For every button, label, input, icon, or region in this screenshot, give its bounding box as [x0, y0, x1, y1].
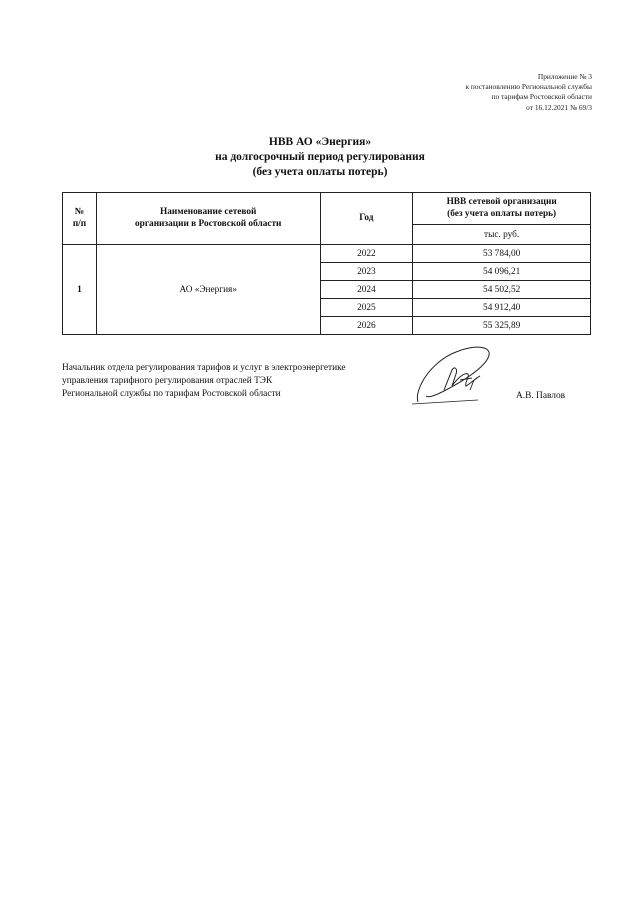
signatory-position — [62, 362, 346, 402]
signatory-line: управления тарифного регулирования отраслей ТЭК — [62, 376, 273, 387]
appendix-line: к постановлению Региональной службы — [465, 82, 592, 92]
title-line: (без учета оплаты потерь) — [252, 166, 388, 178]
signatory-name: А.В. Павлов — [516, 391, 566, 401]
table-row — [63, 245, 591, 263]
nvv-table — [62, 192, 591, 335]
value-cell: 54 502,52 — [413, 281, 591, 299]
title-line: на долгосрочный период регулирования — [215, 151, 425, 163]
org-name: АО «Энергия» — [96, 245, 320, 335]
value-cell: 53 784,00 — [413, 245, 591, 263]
signatory-line: Региональной службы по тарифам Ростовской области — [62, 389, 281, 400]
header-org-name-line: организации в Ростовской области — [135, 218, 282, 229]
handwritten-signature — [408, 340, 518, 410]
header-year: Год — [320, 193, 413, 245]
year-cell: 2022 — [320, 245, 413, 263]
signature-stroke — [417, 347, 489, 402]
signature-stroke — [444, 368, 480, 390]
title-line: НВВ АО «Энергия» — [268, 136, 372, 148]
header-unit: тыс. руб. — [413, 225, 591, 245]
year-cell: 2023 — [320, 263, 413, 281]
year-cell: 2026 — [320, 317, 413, 335]
header-nvv-line: (без учета оплаты потерь) — [447, 208, 557, 219]
header-org-name-line: Наименование сетевой — [160, 207, 257, 217]
header-num — [63, 193, 97, 245]
value-cell: 55 325,89 — [413, 317, 591, 335]
signature-stroke — [412, 400, 478, 404]
appendix-line: от 16.12.2021 № 69/3 — [526, 102, 592, 112]
appendix-line: по тарифам Ростовской области — [491, 92, 592, 102]
year-cell: 2024 — [320, 281, 413, 299]
appendix-line: Приложение № 3 — [537, 72, 592, 81]
year-cell: 2025 — [320, 299, 413, 317]
appendix-reference — [465, 72, 592, 113]
header-org-name — [96, 193, 320, 245]
document-title — [0, 135, 640, 180]
header-nvv — [413, 193, 591, 225]
value-cell: 54 912,40 — [413, 299, 591, 317]
signatory-line: Начальник отдела регулирования тарифов и услуг в электроэнергетике — [62, 363, 346, 373]
org-num: 1 — [63, 245, 97, 335]
value-cell: 54 096,21 — [413, 263, 591, 281]
header-num-text: № п/п — [72, 207, 87, 229]
header-nvv-line: НВВ сетевой организации — [446, 197, 557, 207]
